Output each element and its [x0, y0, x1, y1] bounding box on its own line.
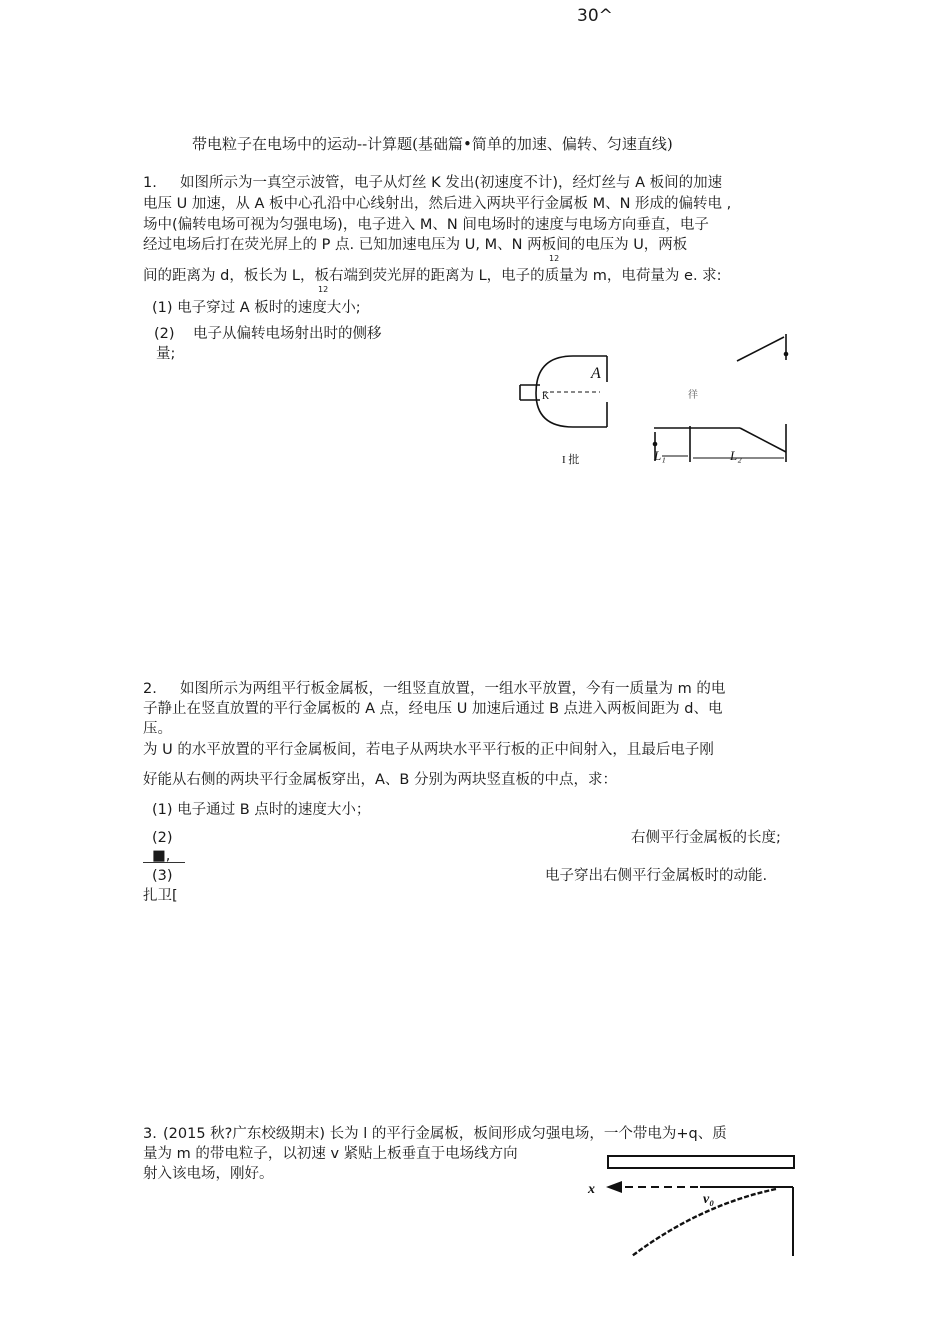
q2-part-2-number: (2)	[152, 830, 173, 846]
q2-part-1: (1) 电子通过 B 点时的速度大小；	[152, 802, 371, 818]
q1-part-2-number: (2)	[154, 326, 175, 342]
q2-part-3: 电子穿出右侧平行金属板时的动能.	[545, 868, 768, 884]
q2-number: 2.	[143, 681, 157, 697]
label-v0: v₀	[703, 1192, 715, 1207]
label-L1: L₁	[654, 448, 666, 463]
q2-part-2-mark: ■,	[152, 848, 171, 864]
q1-part-2: 电子从偏转电场射出时的侧移	[193, 326, 382, 342]
upper-plate	[608, 1156, 794, 1168]
q1-text-line: 间的距离为 d，板长为 L，板右端到荧光屏的距离为 L，电子的质量为 m，电荷量为 e. 求:	[143, 268, 722, 284]
label-L2: L₂	[730, 448, 742, 463]
q1-text-line: 场中(偏转电场可视为匀强电场)，电子进入 M、N 间电场时的速度与电场方向垂直，电子	[143, 217, 709, 233]
label-x: x	[588, 1182, 595, 1197]
label-bottom: I 批	[562, 454, 580, 466]
label-mid: 徉	[688, 390, 698, 401]
q1-text-line: 经过电场后打在荧光屏上的 P 点. 已知加速电压为 U, M、N 两板间的电压为 U，两板	[143, 237, 688, 253]
page-title: 带电粒子在电场中的运动--计算题(基础篇•简单的加速、偏转、匀速直线)	[192, 135, 673, 153]
q2-text-line: 压。	[143, 721, 172, 737]
q2-part-2: 右侧平行金属板的长度;	[631, 830, 781, 846]
q3-text-line: 量为 m 的带电粒子，以初速 v 紧贴上板垂直于电场线方向	[143, 1146, 518, 1162]
q3-text-line: (2015 秋?广东校级期末) 长为 l 的平行金属板，板间形成匀强电场，一个带电为+q、质	[163, 1126, 727, 1142]
q2-text-line: 为 U 的水平放置的平行金属板间，若电子从两块水平平行板的正中间射入，且最后电子刚	[143, 742, 714, 758]
x-axis-arrow	[606, 1181, 622, 1193]
q1-part-2-cont: 量;	[156, 346, 176, 362]
q2-text-line: 如图所示为两组平行板金属板，一组竖直放置，一组水平放置，今有一质量为 m 的电	[180, 681, 726, 697]
q2-part-3-number: (3)	[152, 868, 173, 884]
q1-subscript: 12	[318, 285, 329, 294]
q1-subscript: 12	[549, 254, 560, 263]
page-number: 30^	[577, 6, 613, 26]
q2-part-3-mark: 扎卫[	[143, 888, 178, 904]
q1-text-line: 如图所示为一真空示波管，电子从灯丝 K 发出(初速度不计)，经灯丝与 A 板间的加速	[180, 175, 723, 191]
q1-part-1: (1) 电子穿过 A 板时的速度大小;	[152, 300, 361, 316]
q2-text-line: 好能从右侧的两块平行金属板穿出，A、B 分别为两块竖直板的中点，求：	[143, 772, 617, 788]
label-K: K	[542, 391, 550, 402]
q2-text-line: 子静止在竖直放置的平行金属板的 A 点，经电压 U 加速后通过 B 点进入两板间距为 d、电	[143, 701, 723, 717]
q1-number: 1.	[143, 175, 157, 191]
q1-text-line: 电压 U 加速，从 A 板中心孔沿中心线射出，然后进入两块平行金属板 M、N 形成的偏转电 ,	[143, 196, 732, 212]
q3-number: 3.	[143, 1126, 157, 1142]
label-A: A	[591, 365, 601, 382]
q3-text-line: 射入该电场，刚好。	[143, 1166, 274, 1182]
